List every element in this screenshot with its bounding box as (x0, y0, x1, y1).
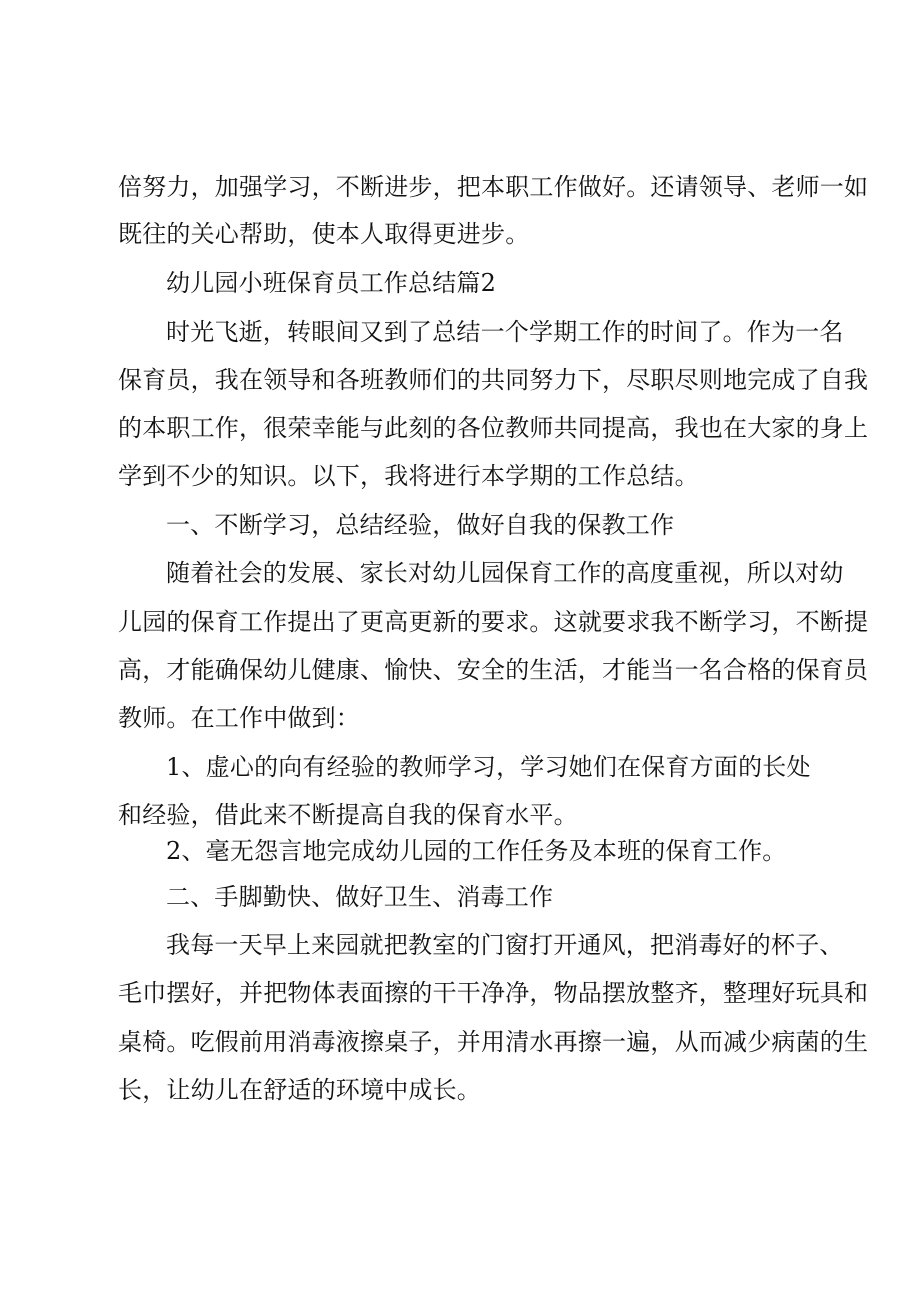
paragraph-line: 的本职工作，很荣幸能与此刻的各位教师共同提高，我也在大家的身上 (118, 414, 869, 442)
paragraph-line: 学到不少的知识。以下，我将进行本学期的工作总结。 (118, 462, 699, 490)
section-title: 幼儿园小班保育员工作总结篇2 (166, 269, 497, 297)
paragraph-line: 随着社会的发展、家长对幼儿园保育工作的高度重视，所以对幼 (166, 559, 844, 587)
paragraph-line: 保育员，我在领导和各班教师们的共同努力下，尽职尽则地完成了自我 (118, 366, 869, 394)
paragraph-line: 长，让幼儿在舒适的环境中成长。 (118, 1076, 481, 1104)
paragraph-line: 教师。在工作中做到： (118, 704, 360, 732)
paragraph-line: 时光飞逝，转眼间又到了总结一个学期工作的时间了。作为一名 (166, 318, 844, 346)
section-heading: 一、不断学习，总结经验，做好自我的保教工作 (166, 511, 675, 539)
paragraph-line: 倍努力，加强学习，不断进步，把本职工作做好。还请领导、老师一如 (118, 173, 869, 201)
paragraph-line: 我每一天早上来园就把教室的门窗打开通风，把消毒好的杯子、 (166, 931, 844, 959)
paragraph-line: 既往的关心帮助，使本人取得更进步。 (118, 220, 530, 248)
paragraph-line: 高，才能确保幼儿健康、愉快、安全的生活，才能当一名合格的保育员 (118, 656, 869, 684)
list-item-continuation: 和经验，借此来不断提高自我的保育水平。 (118, 801, 578, 829)
paragraph-line: 儿园的保育工作提出了更高更新的要求。这就要求我不断学习，不断提 (118, 608, 869, 636)
section-heading: 二、手脚勤快、做好卫生、消毒工作 (166, 883, 554, 911)
paragraph-line: 桌椅。吃假前用消毒液擦桌子，并用清水再擦一遍，从而减少病菌的生 (118, 1028, 869, 1056)
list-item: 1、虚心的向有经验的教师学习，学习她们在保育方面的长处 (166, 753, 811, 781)
list-item: 2、毫无怨言地完成幼儿园的工作任务及本班的保育工作。 (166, 837, 787, 865)
paragraph-line: 毛巾摆好，并把物体表面擦的干干净净，物品摆放整齐，整理好玩具和 (118, 979, 869, 1007)
